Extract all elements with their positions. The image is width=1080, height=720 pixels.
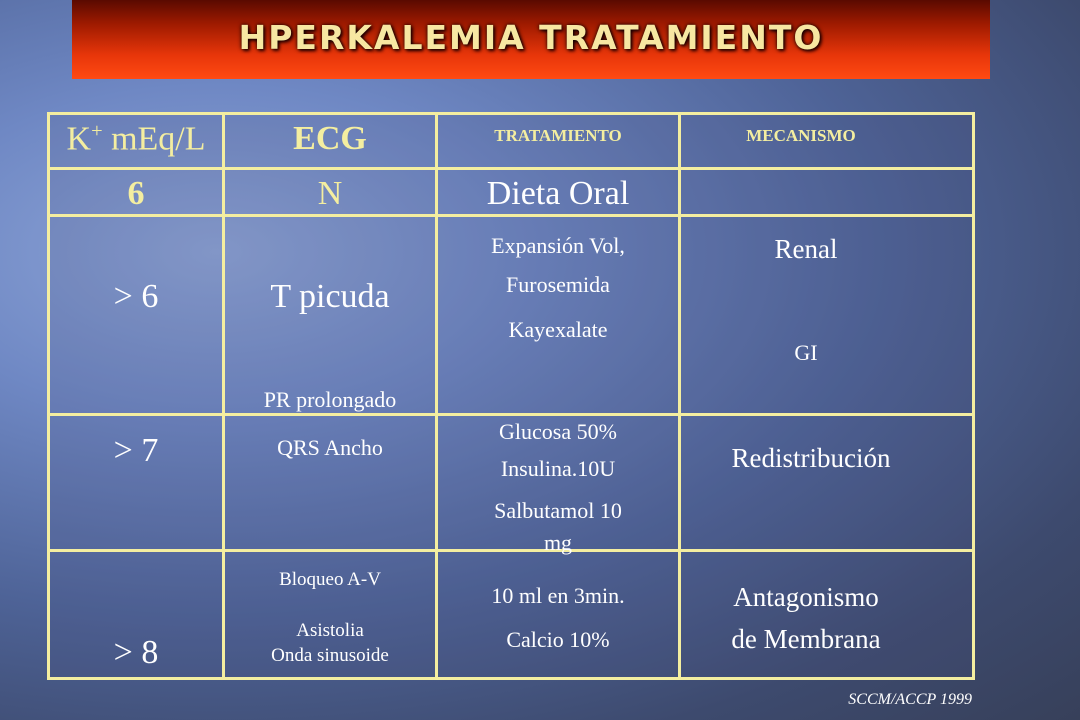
title-banner xyxy=(72,0,990,79)
row2-trat3: Kayexalate xyxy=(508,317,608,342)
row2-mec2: GI xyxy=(794,340,818,365)
row4-ecg3: Onda sinusoide xyxy=(271,645,389,666)
row3-trat3: Salbutamol 10 xyxy=(494,498,622,523)
row4-mec1: Antagonismo xyxy=(733,582,879,612)
citation: SCCM/ACCP 1999 xyxy=(848,691,972,708)
row3-trat1: Glucosa 50% xyxy=(499,419,617,444)
row-divider xyxy=(47,167,975,170)
header-k-letter: K xyxy=(66,120,92,158)
slide-title: HPERKALEMIA TRATAMIENTO xyxy=(238,18,824,57)
header-k-sup: + xyxy=(91,120,103,142)
row3-k: > 7 xyxy=(113,432,159,469)
row3-mec: Redistribución xyxy=(731,443,891,473)
row4-trat1: 10 ml en 3min. xyxy=(491,583,625,608)
row4-ecg2: Asistolia xyxy=(296,620,364,641)
row2-trat2: Furosemida xyxy=(506,272,610,297)
row1-tratamiento: Dieta Oral xyxy=(486,175,630,212)
header-tratamiento: TRATAMIENTO xyxy=(494,126,622,145)
row-divider xyxy=(47,214,975,217)
row2-trat1: Expansión Vol, xyxy=(491,233,625,258)
header-k-unit: mEq/L xyxy=(102,120,206,158)
row-divider xyxy=(47,413,975,416)
row4-ecg1: Bloqueo A-V xyxy=(279,569,381,590)
row3-trat2: Insulina.10U xyxy=(500,456,616,481)
row3-trat4: mg xyxy=(543,530,573,555)
row2-ecg: T picuda xyxy=(270,278,390,315)
header-k xyxy=(50,120,222,158)
row2-ecg-extra: PR prolongado xyxy=(263,387,397,412)
row2-k: > 6 xyxy=(113,278,159,315)
row3-ecg: QRS Ancho xyxy=(277,435,383,460)
row2-mec1: Renal xyxy=(774,234,838,264)
row1-ecg: N xyxy=(317,175,343,212)
row1-k: 6 xyxy=(127,175,145,212)
row4-trat2: Calcio 10% xyxy=(506,627,610,652)
row4-k: > 8 xyxy=(113,634,159,671)
header-mecanismo: MECANISMO xyxy=(746,126,856,145)
header-ecg: ECG xyxy=(293,120,367,157)
row4-mec2: de Membrana xyxy=(731,624,881,654)
